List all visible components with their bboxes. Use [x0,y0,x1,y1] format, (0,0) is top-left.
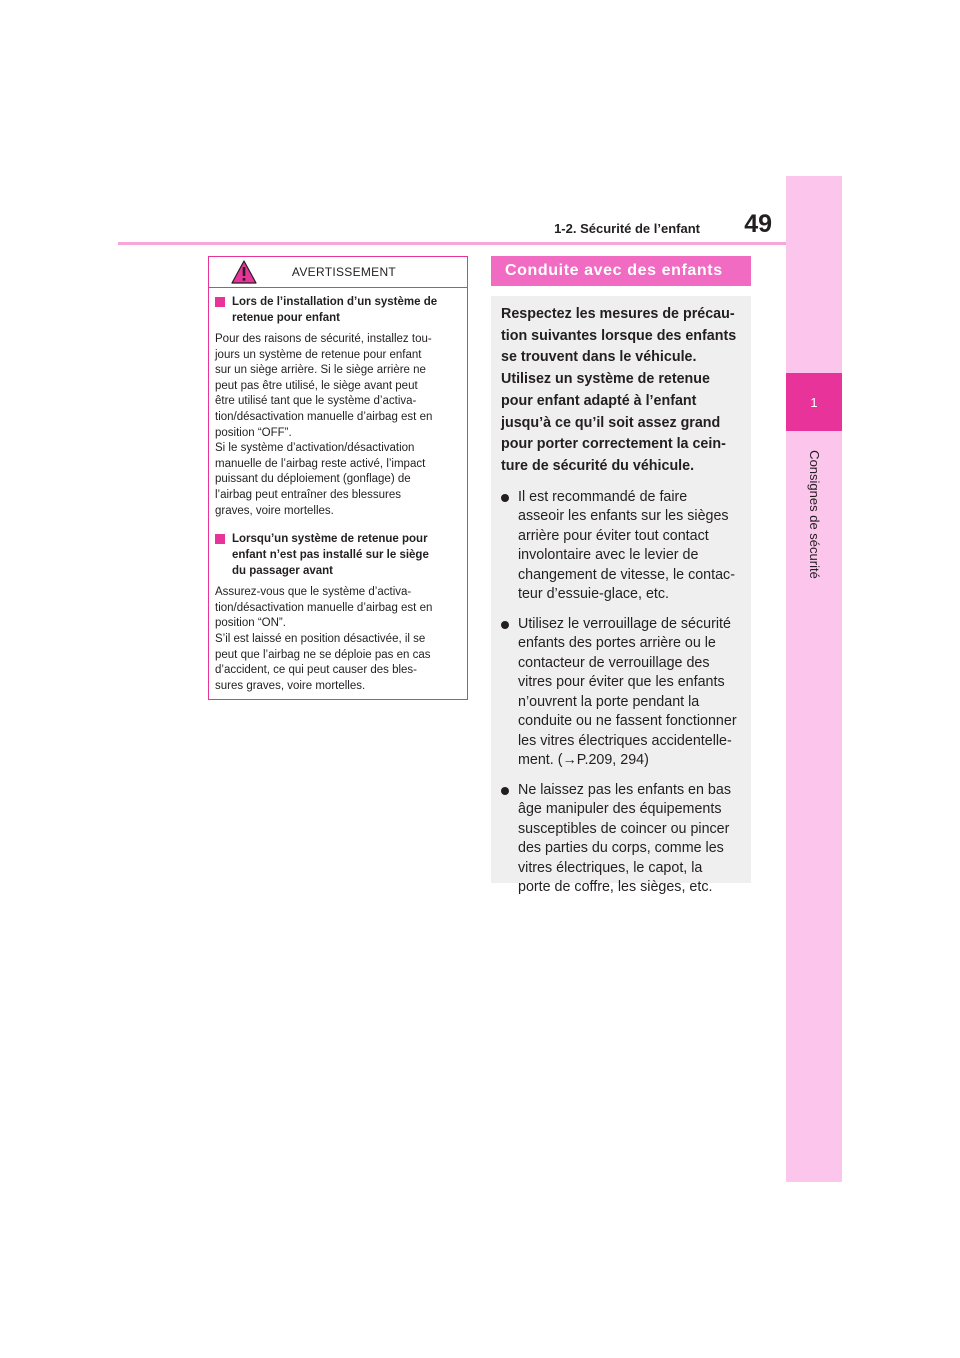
text-line: graves, voire mortelles. [215,504,334,517]
bullet-dot-icon [501,621,509,629]
intro-line: jusqu’à ce qu’il soit assez grand [501,414,721,431]
text-line: tion/désactivation manuelle d’airbag est en [215,410,433,423]
text-line: peut que l’airbag ne se déploie pas en cas [215,648,431,661]
bullet-line: susceptibles de coincer ou pincer [518,820,730,837]
list-item [501,615,741,771]
text-line: manuelle de l’airbag reste activé, l’impact [215,457,426,470]
chapter-number: 1 [786,373,842,431]
driving-section-body [491,296,751,896]
page-reference: ment. (→P.209, 294) [518,752,649,769]
bullet-line: Il est recommandé de faire [518,488,688,505]
list-item [501,488,741,605]
warning-title: AVERTISSEMENT [291,265,397,279]
text-line: peut pas être utilisé, le siège avant peut [215,379,418,392]
warning-header [209,257,467,288]
warning-text-1 [215,332,461,519]
bullet-line: porte de coffre, les sièges, etc. [518,879,713,896]
text-line: Pour des raisons de sécurité, installez tou- [215,333,432,345]
driving-intro [501,304,741,478]
intro-line: tion suivantes lorsque des enfants [501,327,737,344]
intro-line: Respectez les mesures de précau- [501,306,735,322]
bullet-line: asseoir les enfants sur les sièges [518,508,729,525]
warning-box [208,256,468,700]
text-line: tion/désactivation manuelle d’airbag est en [215,601,433,614]
intro-line: pour porter correctement la cein- [501,436,726,453]
warning-heading-1 [215,294,461,326]
text-line: Si le système d’activation/désactivation [215,442,415,455]
text-line: sures graves, voire mortelles. [215,679,366,692]
bullet-line: les vitres électriques accidentelle- [518,732,732,749]
bullet-line: âge manipuler des équipements [518,801,722,818]
bullet-line: des parties du corps, comme les [518,840,724,857]
text-line: position “OFF”. [215,426,292,439]
heading-line: Lors de l’installation d’un système de [232,296,438,308]
text-line: sur un siège arrière. Si le siège arrière ne [215,364,426,377]
bullet-line: n’ouvrent la porte pendant la [518,693,700,710]
text-line: position “ON”. [215,617,286,630]
intro-line: Utilisez un système de retenue [501,371,710,388]
bullet-dot-icon [501,494,509,502]
bullet-line: conduite ou ne fassent fonctionner [518,713,737,730]
bullet-line: involontaire avec le levier de [518,547,699,564]
bullet-line: vitres électriques, le capot, la [518,859,703,876]
bullet-line: vitres pour éviter que les enfants [518,674,725,691]
text-line: S’il est laissé en position désactivée, il se [215,632,426,645]
text-line: être utilisé tant que le système d’activa- [215,395,417,408]
bullet-line: contacteur de verrouillage des [518,654,710,671]
heading-line: enfant n’est pas installé sur le siège [232,549,429,562]
chapter-title [786,439,842,589]
text-line: puissant du déploiement (gonflage) de [215,473,411,486]
bullet-line: Utilisez le verrouillage de sécurité [518,615,731,632]
list-item [501,781,741,898]
bullet-dot-icon [501,787,509,795]
bullet-line: changement de vitesse, le contac- [518,566,735,583]
intro-line: pour enfant adapté à l’enfant [501,392,697,409]
bullet-line: arrière pour éviter tout contact [518,527,709,544]
intro-line: ture de sécurité du véhicule. [501,457,695,474]
section-title: 1-2. Sécurité de l’enfant [554,221,700,236]
driving-section-title: Conduite avec des enfants [491,256,751,286]
text-line: Assurez-vous que le système d’activa- [215,586,412,599]
warning-text-2 [215,585,461,694]
warning-heading-2 [215,531,461,579]
pink-square-bullet [215,534,225,544]
text-line: d’accident, ce qui peut causer des bles- [215,664,418,677]
chapter-title-text: Consignes de sécurité [806,449,822,579]
warning-triangle-icon [231,260,257,284]
header-rule [118,242,786,245]
text-line: jours un système de retenue pour enfant [215,348,422,361]
heading-line: Lorsqu’un système de retenue pour [232,533,428,546]
intro-line: se trouvent dans le véhicule. [501,349,697,366]
bullet-line: enfants des portes arrière ou le [518,635,716,652]
chapter-side-tab [786,176,842,1182]
heading-line: du passager avant [232,565,333,578]
warning-body [209,288,467,694]
heading-line: retenue pour enfant [232,312,340,324]
bullet-line: teur d’essuie-glace, etc. [518,586,669,603]
driving-bullet-list [501,488,741,898]
page-number: 49 [744,210,772,238]
pink-square-bullet [215,297,225,307]
text-line: l’airbag peut entraîner des blessures [215,488,402,501]
bullet-line: Ne laissez pas les enfants en bas [518,781,731,798]
